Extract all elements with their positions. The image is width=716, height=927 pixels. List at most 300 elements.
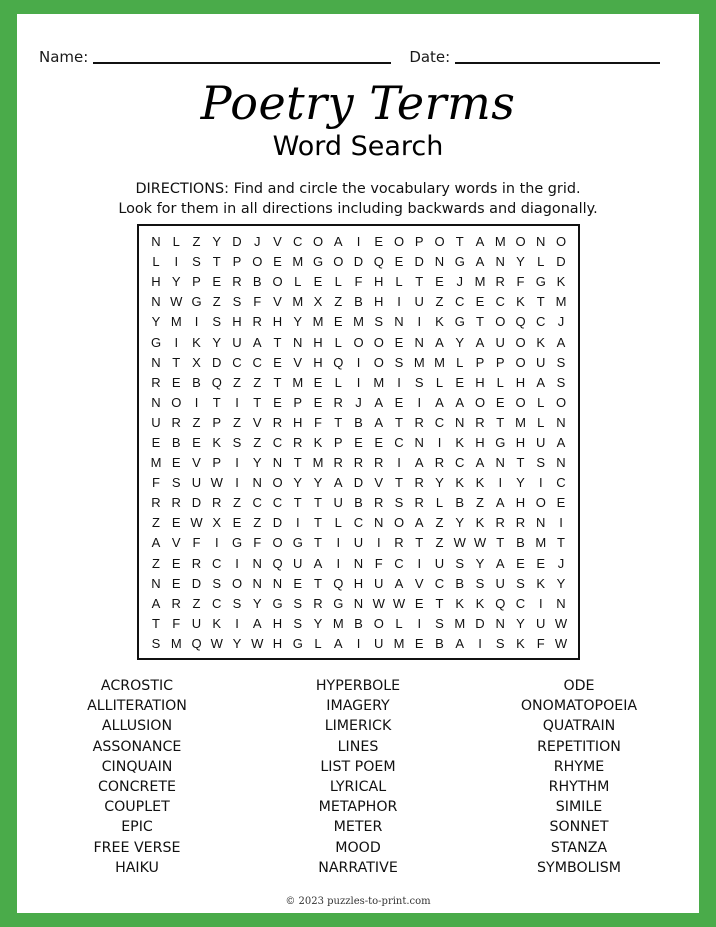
grid-cell[interactable]: K xyxy=(475,595,485,611)
grid-cell[interactable]: K xyxy=(313,434,323,450)
grid-cell[interactable]: M xyxy=(535,535,547,551)
grid-cell[interactable]: M xyxy=(150,455,162,471)
grid-cell[interactable]: L xyxy=(496,374,504,390)
grid-cell[interactable]: Q xyxy=(272,555,283,571)
grid-cell[interactable]: H xyxy=(313,334,323,350)
grid-cell[interactable]: J xyxy=(557,314,565,330)
grid-cell[interactable]: I xyxy=(417,615,422,631)
grid-cell[interactable]: X xyxy=(313,294,323,310)
grid-cell[interactable]: U xyxy=(374,635,384,651)
grid-cell[interactable]: S xyxy=(232,294,242,310)
grid-cell[interactable]: R xyxy=(374,495,384,511)
grid-cell[interactable]: Z xyxy=(152,555,160,571)
grid-cell[interactable]: L xyxy=(152,254,160,270)
grid-cell[interactable]: F xyxy=(253,294,262,310)
grid-cell[interactable]: T xyxy=(476,314,484,330)
grid-cell[interactable]: O xyxy=(171,394,182,410)
grid-cell[interactable]: E xyxy=(516,555,525,571)
grid-cell[interactable]: R xyxy=(191,555,202,571)
grid-cell[interactable]: K xyxy=(475,475,485,491)
grid-cell[interactable]: U xyxy=(536,434,546,450)
grid-cell[interactable]: C xyxy=(212,595,222,611)
grid-cell[interactable]: K xyxy=(516,294,525,310)
grid-cell[interactable]: H xyxy=(272,615,283,631)
grid-cell[interactable]: Z xyxy=(192,414,201,430)
grid-cell[interactable]: I xyxy=(174,334,179,350)
grid-cell[interactable]: R xyxy=(212,495,222,511)
grid-cell[interactable]: V xyxy=(273,294,282,310)
grid-cell[interactable]: L xyxy=(334,374,342,390)
grid-cell[interactable]: U xyxy=(191,615,202,631)
grid-cell[interactable]: L xyxy=(172,234,180,250)
grid-cell[interactable]: A xyxy=(333,234,343,250)
grid-cell[interactable]: T xyxy=(172,354,181,370)
grid-cell[interactable]: B xyxy=(455,575,465,591)
word-list-item[interactable]: METAPHOR xyxy=(318,799,398,816)
grid-cell[interactable]: N xyxy=(293,334,303,350)
grid-cell[interactable]: N xyxy=(151,294,161,310)
grid-cell[interactable]: B xyxy=(192,374,201,390)
grid-cell[interactable]: A xyxy=(475,254,485,270)
grid-cell[interactable]: G xyxy=(231,535,243,551)
grid-cell[interactable]: P xyxy=(475,354,485,370)
grid-cell[interactable]: R xyxy=(475,414,485,430)
grid-cell[interactable]: I xyxy=(538,595,543,611)
grid-cell[interactable]: O xyxy=(474,394,486,410)
grid-cell[interactable]: N xyxy=(272,455,283,471)
grid-cell[interactable]: M xyxy=(393,635,405,651)
grid-cell[interactable]: U xyxy=(495,575,505,591)
grid-cell[interactable]: M xyxy=(413,354,425,370)
grid-cell[interactable]: T xyxy=(314,575,322,591)
grid-cell[interactable]: T xyxy=(293,455,302,471)
grid-cell[interactable]: E xyxy=(171,555,181,571)
grid-cell[interactable]: C xyxy=(495,294,505,310)
grid-cell[interactable]: T xyxy=(273,374,282,390)
word-list-item[interactable]: IMAGERY xyxy=(326,698,390,715)
grid-cell[interactable]: O xyxy=(272,535,283,551)
grid-cell[interactable]: O xyxy=(515,334,526,350)
grid-cell[interactable]: G xyxy=(535,274,546,290)
grid-cell[interactable]: M xyxy=(312,314,324,330)
grid-cell[interactable]: A xyxy=(495,555,505,571)
grid-cell[interactable]: M xyxy=(292,374,304,390)
word-list-item[interactable]: HAIKU xyxy=(115,859,159,876)
grid-cell[interactable]: A xyxy=(556,434,566,450)
grid-cell[interactable]: A xyxy=(475,234,485,250)
grid-cell[interactable]: I xyxy=(559,515,563,531)
grid-cell[interactable]: S xyxy=(394,495,404,511)
grid-cell[interactable]: Y xyxy=(171,274,181,290)
grid-cell[interactable]: I xyxy=(498,475,503,491)
grid-cell[interactable]: S xyxy=(293,595,303,611)
grid-cell[interactable]: Z xyxy=(253,515,262,531)
grid-cell[interactable]: E xyxy=(313,394,323,410)
grid-cell[interactable]: I xyxy=(295,515,300,531)
grid-cell[interactable]: F xyxy=(152,475,160,491)
grid-cell[interactable]: D xyxy=(191,495,202,511)
grid-cell[interactable]: L xyxy=(435,495,444,511)
grid-cell[interactable]: Y xyxy=(212,234,222,250)
grid-cell[interactable]: O xyxy=(312,234,324,250)
grid-cell[interactable]: L xyxy=(334,334,342,350)
grid-cell[interactable]: T xyxy=(314,495,322,511)
grid-cell[interactable]: W xyxy=(453,535,466,551)
grid-cell[interactable]: O xyxy=(373,334,384,350)
grid-cell[interactable]: C xyxy=(536,314,546,330)
grid-cell[interactable]: B xyxy=(252,274,262,290)
grid-cell[interactable]: D xyxy=(556,254,566,270)
grid-cell[interactable]: G xyxy=(272,595,283,611)
grid-cell[interactable]: R xyxy=(515,515,526,531)
word-list-item[interactable]: ALLITERATION xyxy=(87,698,187,715)
grid-cell[interactable]: D xyxy=(475,615,485,631)
grid-cell[interactable]: F xyxy=(354,274,363,290)
grid-cell[interactable]: U xyxy=(232,334,242,350)
grid-cell[interactable]: G xyxy=(454,314,465,330)
grid-cell[interactable]: R xyxy=(272,414,283,430)
grid-cell[interactable]: A xyxy=(313,555,323,571)
grid-cell[interactable]: I xyxy=(417,394,422,410)
grid-cell[interactable]: E xyxy=(171,374,181,390)
grid-cell[interactable]: A xyxy=(151,595,161,611)
grid-cell[interactable]: Q xyxy=(211,374,222,390)
grid-cell[interactable]: R xyxy=(252,314,262,330)
grid-cell[interactable]: K xyxy=(516,635,525,651)
grid-cell[interactable]: C xyxy=(212,555,222,571)
grid-cell[interactable]: Y xyxy=(556,575,566,591)
grid-cell[interactable]: S xyxy=(394,354,404,370)
grid-cell[interactable]: R xyxy=(171,414,181,430)
grid-cell[interactable]: E xyxy=(212,274,222,290)
grid-cell[interactable]: Y xyxy=(435,475,444,491)
grid-cell[interactable]: S xyxy=(151,635,161,651)
grid-cell[interactable]: J xyxy=(254,234,261,250)
grid-cell[interactable]: T xyxy=(415,535,424,551)
grid-cell[interactable]: U xyxy=(536,615,546,631)
grid-cell[interactable]: N xyxy=(414,434,424,450)
grid-cell[interactable]: Z xyxy=(435,535,444,551)
grid-cell[interactable]: E xyxy=(293,575,303,591)
grid-cell[interactable]: Z xyxy=(233,414,241,430)
grid-cell[interactable]: T xyxy=(536,294,545,310)
grid-cell[interactable]: K xyxy=(192,334,201,350)
grid-cell[interactable]: K xyxy=(455,475,465,491)
grid-cell[interactable]: U xyxy=(151,414,161,430)
grid-cell[interactable]: I xyxy=(214,535,219,551)
grid-cell[interactable]: F xyxy=(516,274,525,290)
grid-cell[interactable]: Y xyxy=(252,595,262,611)
grid-cell[interactable]: P xyxy=(333,434,343,450)
grid-cell[interactable]: A xyxy=(252,615,262,631)
grid-cell[interactable]: G xyxy=(312,254,324,270)
grid-cell[interactable]: B xyxy=(354,495,363,511)
grid-cell[interactable]: J xyxy=(557,555,565,571)
grid-cell[interactable]: I xyxy=(397,455,401,471)
grid-cell[interactable]: E xyxy=(273,394,282,410)
grid-cell[interactable]: S xyxy=(435,615,444,631)
grid-cell[interactable]: I xyxy=(194,394,199,410)
grid-cell[interactable]: N xyxy=(272,575,283,591)
grid-cell[interactable]: G xyxy=(292,635,303,651)
grid-cell[interactable]: R xyxy=(394,535,404,551)
grid-cell[interactable]: R xyxy=(313,595,323,611)
grid-cell[interactable]: A xyxy=(374,414,384,430)
grid-cell[interactable]: O xyxy=(231,575,243,591)
grid-cell[interactable]: K xyxy=(212,434,222,450)
grid-cell[interactable]: N xyxy=(414,334,424,350)
grid-cell[interactable]: M xyxy=(332,615,344,631)
grid-cell[interactable]: B xyxy=(354,615,363,631)
grid-cell[interactable]: O xyxy=(333,254,344,270)
grid-cell[interactable]: A xyxy=(475,334,485,350)
grid-cell[interactable]: H xyxy=(293,414,303,430)
name-write-line[interactable] xyxy=(93,62,391,64)
grid-cell[interactable]: L xyxy=(537,394,545,410)
grid-cell[interactable]: C xyxy=(272,495,283,511)
grid-cell[interactable]: O xyxy=(535,495,546,511)
grid-cell[interactable]: T xyxy=(516,455,525,471)
grid-cell[interactable]: C xyxy=(394,434,404,450)
grid-cell[interactable]: E xyxy=(333,314,343,330)
grid-cell[interactable]: E xyxy=(414,635,424,651)
grid-cell[interactable]: H xyxy=(515,495,526,511)
grid-cell[interactable]: Q xyxy=(515,314,526,330)
grid-cell[interactable]: T xyxy=(496,535,505,551)
word-list-item[interactable]: ASSONANCE xyxy=(92,738,182,755)
grid-cell[interactable]: E xyxy=(171,455,181,471)
grid-cell[interactable]: S xyxy=(374,314,384,330)
grid-cell[interactable]: W xyxy=(170,294,183,310)
grid-cell[interactable]: T xyxy=(334,414,343,430)
grid-cell[interactable]: I xyxy=(235,555,239,571)
grid-cell[interactable]: H xyxy=(353,575,364,591)
grid-cell[interactable]: O xyxy=(515,234,526,250)
word-list-item[interactable]: FREE VERSE xyxy=(93,839,181,856)
grid-cell[interactable]: V xyxy=(192,455,201,471)
grid-cell[interactable]: I xyxy=(356,635,361,651)
grid-cell[interactable]: B xyxy=(354,294,363,310)
word-list-item[interactable]: ODE xyxy=(563,678,595,694)
grid-cell[interactable]: E xyxy=(354,434,363,450)
grid-cell[interactable]: N xyxy=(556,414,566,430)
grid-cell[interactable]: A xyxy=(556,334,566,350)
grid-cell[interactable]: E xyxy=(435,274,444,290)
grid-cell[interactable]: N xyxy=(536,234,546,250)
grid-cell[interactable]: G xyxy=(333,595,344,611)
grid-cell[interactable]: H xyxy=(272,314,283,330)
grid-cell[interactable]: E xyxy=(495,394,505,410)
grid-cell[interactable]: S xyxy=(171,475,181,491)
grid-cell[interactable]: T xyxy=(557,535,565,551)
grid-cell[interactable]: C xyxy=(394,555,404,571)
grid-cell[interactable]: L xyxy=(314,635,322,651)
grid-cell[interactable]: U xyxy=(353,535,364,551)
grid-cell[interactable]: S xyxy=(232,434,242,450)
grid-cell[interactable]: K xyxy=(536,575,546,591)
grid-cell[interactable]: Z xyxy=(334,294,343,310)
grid-cell[interactable]: R xyxy=(333,394,343,410)
grid-cell[interactable]: K xyxy=(536,334,546,350)
grid-cell[interactable]: I xyxy=(376,535,381,551)
grid-cell[interactable]: D xyxy=(353,254,364,270)
grid-cell[interactable]: Z xyxy=(435,515,444,531)
grid-cell[interactable]: D xyxy=(414,254,424,270)
grid-cell[interactable]: W xyxy=(190,515,203,531)
grid-cell[interactable]: E xyxy=(536,555,546,571)
grid-cell[interactable]: U xyxy=(374,575,384,591)
grid-cell[interactable]: I xyxy=(417,314,422,330)
word-list-item[interactable]: LINES xyxy=(337,738,379,755)
grid-cell[interactable]: I xyxy=(356,374,361,390)
word-list-item[interactable]: QUATRAIN xyxy=(542,718,616,735)
grid-cell[interactable]: E xyxy=(414,595,424,611)
grid-cell[interactable]: Y xyxy=(516,475,525,491)
grid-cell[interactable]: P xyxy=(414,234,424,250)
grid-cell[interactable]: T xyxy=(395,414,403,430)
grid-cell[interactable]: P xyxy=(293,394,303,410)
grid-cell[interactable]: A xyxy=(374,394,384,410)
grid-cell[interactable]: I xyxy=(397,294,401,310)
grid-cell[interactable]: I xyxy=(336,535,341,551)
grid-cell[interactable]: J xyxy=(456,274,463,290)
grid-cell[interactable]: M xyxy=(373,374,385,390)
grid-cell[interactable]: O xyxy=(373,354,384,370)
grid-cell[interactable]: K xyxy=(455,434,465,450)
grid-cell[interactable]: M xyxy=(170,635,182,651)
grid-cell[interactable]: T xyxy=(435,595,444,611)
grid-cell[interactable]: U xyxy=(414,294,424,310)
grid-cell[interactable]: H xyxy=(272,635,283,651)
grid-cell[interactable]: T xyxy=(253,394,262,410)
word-search-grid[interactable] xyxy=(137,224,580,660)
grid-cell[interactable]: R xyxy=(414,495,424,511)
grid-cell[interactable]: S xyxy=(192,254,201,270)
grid-cell[interactable]: P xyxy=(212,455,222,471)
grid-cell[interactable]: D xyxy=(212,354,222,370)
date-write-line[interactable] xyxy=(455,62,660,64)
grid-cell[interactable]: E xyxy=(171,575,181,591)
word-list-item[interactable]: ONOMATOPOEIA xyxy=(520,698,638,715)
grid-cell[interactable]: F xyxy=(536,635,545,651)
grid-cell[interactable]: I xyxy=(235,394,239,410)
grid-cell[interactable]: A xyxy=(435,394,444,410)
grid-cell[interactable]: I xyxy=(194,314,199,330)
grid-cell[interactable]: R xyxy=(171,595,181,611)
grid-cell[interactable]: N xyxy=(394,314,404,330)
grid-cell[interactable]: A xyxy=(333,475,343,491)
grid-cell[interactable]: V xyxy=(252,414,262,430)
grid-cell[interactable]: O xyxy=(373,615,384,631)
grid-cell[interactable]: A xyxy=(394,575,404,591)
grid-cell[interactable]: N xyxy=(151,394,161,410)
grid-cell[interactable]: F xyxy=(172,615,181,631)
grid-cell[interactable]: I xyxy=(417,555,422,571)
grid-cell[interactable]: T xyxy=(212,254,221,270)
grid-cell[interactable]: T xyxy=(314,535,322,551)
grid-cell[interactable]: U xyxy=(293,555,303,571)
grid-cell[interactable]: M xyxy=(454,615,466,631)
grid-cell[interactable]: A xyxy=(455,394,465,410)
grid-cell[interactable]: A xyxy=(333,635,343,651)
grid-cell[interactable]: S xyxy=(516,575,525,591)
grid-cell[interactable]: G xyxy=(150,334,162,350)
grid-cell[interactable]: C xyxy=(232,354,242,370)
grid-cell[interactable]: N xyxy=(353,595,364,611)
word-list-item[interactable]: METER xyxy=(333,819,383,836)
grid-cell[interactable]: L xyxy=(395,274,403,290)
grid-cell[interactable]: G xyxy=(292,535,303,551)
grid-cell[interactable]: N xyxy=(353,555,364,571)
grid-cell[interactable]: I xyxy=(397,374,401,390)
grid-cell[interactable]: T xyxy=(273,334,282,350)
grid-cell[interactable]: I xyxy=(235,615,239,631)
grid-cell[interactable]: Y xyxy=(475,555,485,571)
grid-cell[interactable]: L xyxy=(537,254,545,270)
word-list-item[interactable]: REPETITION xyxy=(537,738,621,755)
grid-cell[interactable]: S xyxy=(556,354,566,370)
grid-cell[interactable]: G xyxy=(454,254,465,270)
grid-cell[interactable]: S xyxy=(475,575,485,591)
grid-cell[interactable]: H xyxy=(232,314,242,330)
grid-cell[interactable]: S xyxy=(414,374,424,390)
grid-cell[interactable]: B xyxy=(516,535,525,551)
grid-cell[interactable]: T xyxy=(212,394,221,410)
word-list-item[interactable]: HYPERBOLE xyxy=(315,678,401,694)
grid-cell[interactable]: E xyxy=(394,254,404,270)
word-list-item[interactable]: LIMERICK xyxy=(324,718,392,735)
word-list-item[interactable]: SIMILE xyxy=(555,799,603,816)
grid-cell[interactable]: D xyxy=(353,475,364,491)
grid-cell[interactable]: Q xyxy=(373,254,384,270)
grid-cell[interactable]: A xyxy=(475,455,485,471)
grid-cell[interactable]: F xyxy=(374,555,383,571)
grid-cell[interactable]: I xyxy=(174,254,179,270)
grid-cell[interactable]: O xyxy=(434,234,445,250)
grid-cell[interactable]: L xyxy=(334,274,342,290)
grid-cell[interactable]: Y xyxy=(516,615,525,631)
grid-cell[interactable]: Y xyxy=(516,254,525,270)
grid-cell[interactable]: H xyxy=(374,294,384,310)
grid-cell[interactable]: Y xyxy=(232,635,242,651)
grid-cell[interactable]: T xyxy=(415,274,424,290)
grid-cell[interactable]: N xyxy=(374,515,384,531)
grid-cell[interactable]: N xyxy=(151,575,161,591)
grid-cell[interactable]: M xyxy=(434,354,445,370)
grid-cell[interactable]: T xyxy=(496,414,505,430)
grid-cell[interactable]: Z xyxy=(233,374,241,390)
grid-cell[interactable]: R xyxy=(434,455,445,471)
grid-cell[interactable]: I xyxy=(356,234,361,250)
grid-cell[interactable]: C xyxy=(455,294,465,310)
grid-cell[interactable]: K xyxy=(556,274,566,290)
grid-cell[interactable]: M xyxy=(312,455,324,471)
grid-cell[interactable]: R xyxy=(495,274,505,290)
grid-cell[interactable]: C xyxy=(252,495,262,511)
grid-cell[interactable]: Y xyxy=(313,615,323,631)
grid-cell[interactable]: N xyxy=(536,515,546,531)
grid-cell[interactable]: L xyxy=(537,414,545,430)
grid-cell[interactable]: E xyxy=(232,515,242,531)
grid-cell[interactable]: I xyxy=(478,635,482,651)
grid-cell[interactable]: K xyxy=(455,595,465,611)
grid-cell[interactable]: E xyxy=(394,334,404,350)
grid-cell[interactable]: M xyxy=(292,254,304,270)
grid-cell[interactable]: N xyxy=(252,555,262,571)
grid-cell[interactable]: X xyxy=(192,354,201,370)
grid-cell[interactable]: R xyxy=(414,414,424,430)
grid-cell[interactable]: R xyxy=(333,455,343,471)
